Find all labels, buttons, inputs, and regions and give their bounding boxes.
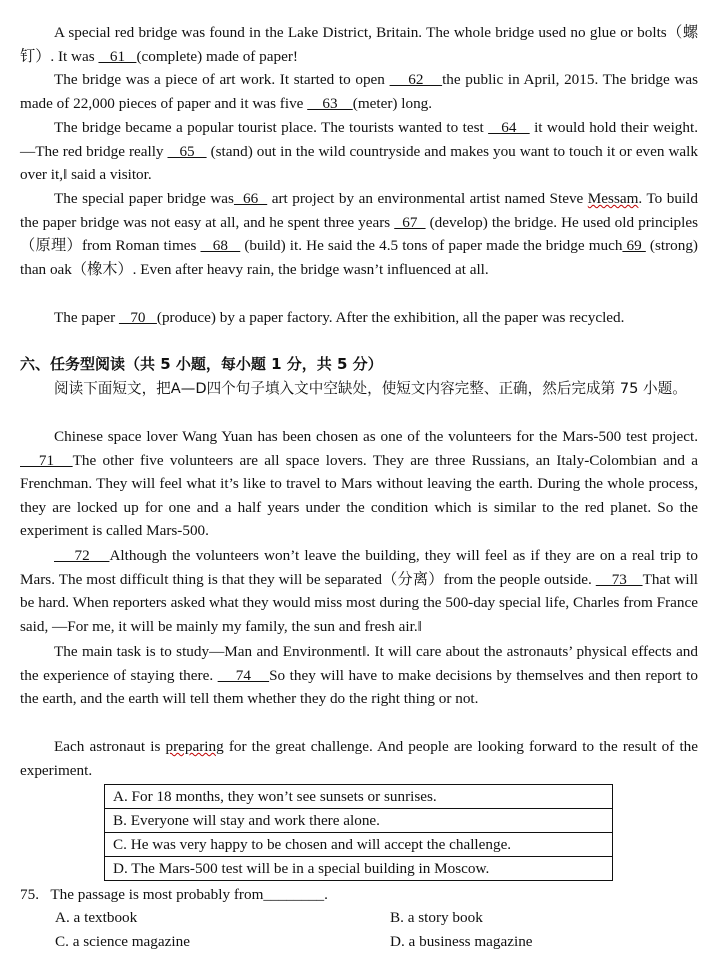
option-row bbox=[105, 785, 613, 809]
option-c: C. He was very happy to be chosen and will accept the challenge. bbox=[105, 833, 613, 857]
passage1-paragraph-5: The paper 70 (produce) by a paper factory. After the exhibition, all the paper was recycled. bbox=[54, 309, 625, 326]
passage1-paragraph-3: The bridge became a popular tourist place. The tourists wanted to test 64 it would hold their weight. —The red bridge really 65 (stand) out in the wild countryside and makes you want to touch it or even walk over it,‖ said a visitor. bbox=[20, 119, 699, 184]
blank-64[interactable]: 64 bbox=[488, 119, 530, 136]
passage2-paragraph-4: Each astronaut is preparing for the great challenge. And people are looking forward to the result of the experiment. bbox=[20, 738, 699, 779]
blank-71[interactable]: 71 bbox=[20, 451, 73, 469]
question-text: The passage is most probably from bbox=[50, 886, 264, 903]
passage2-paragraph-1: Chinese space lover Wang Yuan has been chosen as one of the volunteers for the Mars-500 test project. 71 The other five volunteers are all space lovers. They are three Russians, an Italy-Colombian and a Frenchman. They will feel what it’s like to travel to Mars without leaving the earth. During the whole process, they are locked up for one and a half years under the condition which is similar to the red planet. So the experiment is called Mars-500. bbox=[20, 428, 698, 540]
choice-d[interactable]: D. a business magazine bbox=[390, 933, 533, 950]
artist-name: Messam bbox=[587, 190, 639, 207]
instruction-text: 阅读下面短文，把A—D四个句子填入文中空缺处，使短文内容完整、正确，然后完成第 75 小题。 bbox=[54, 380, 687, 397]
blank-62[interactable]: 62 bbox=[389, 71, 443, 88]
choice-c[interactable]: C. a science magazine bbox=[55, 933, 190, 950]
blank-67[interactable]: 67 bbox=[394, 213, 426, 231]
passage1-paragraph-4: The special paper bridge was 66 art project by an environmental artist named Steve Messam. To build the paper bridge was not easy at all, and he spent three years 67 (develop) the bridge. He used old principles（原理）from Roman times 68 (build) it. He said the 4.5 tons of paper made the bridge much 69 (strong) than oak（橡木）. Even after heavy rain, the bridge wasn’t influenced at all. bbox=[20, 190, 699, 278]
choice-b[interactable]: B. a story book bbox=[390, 909, 483, 926]
blank-68[interactable]: 68 bbox=[200, 237, 241, 255]
blank-65[interactable]: 65 bbox=[167, 142, 207, 160]
option-a: A. For 18 months, they won’t see sunsets or sunrises. bbox=[105, 785, 613, 809]
passage1-paragraph-1: A special red bridge was found in the Lake District, Britain. The whole bridge used no glue or bolts（螺钉）. It was 61 (complete) made of paper! bbox=[20, 23, 698, 65]
option-row bbox=[105, 809, 613, 833]
question-75: 75. The passage is most probably from________. bbox=[20, 886, 328, 903]
question-number: 75. bbox=[20, 886, 39, 903]
preparing-word: preparing bbox=[165, 738, 224, 755]
option-row bbox=[105, 833, 613, 857]
section-heading: 六、任务型阅读（共 5 小题，每小题 1 分，共 5 分） bbox=[20, 355, 383, 373]
passage1-paragraph-2: The bridge was a piece of art work. It started to open 62 the public in April, 2015. The bridge was made of 22,000 pieces of paper and it was five 63 (meter) long. bbox=[20, 71, 699, 112]
blank-69[interactable]: 69 bbox=[622, 237, 646, 255]
blank-61[interactable]: 61 bbox=[98, 47, 137, 65]
question-blank[interactable]: ________ bbox=[263, 886, 325, 903]
blank-72[interactable]: 72 bbox=[54, 547, 110, 564]
options-table bbox=[104, 784, 613, 881]
option-b: B. Everyone will stay and work there alone. bbox=[105, 809, 613, 833]
blank-66[interactable]: 66 bbox=[233, 190, 268, 207]
option-d: D. The Mars-500 test will be in a special building in Moscow. bbox=[105, 857, 613, 881]
passage2-paragraph-2: 72 Although the volunteers won’t leave the building, they will feel as if they are on a real trip to Mars. The most difficult thing is that they will be separated（分离）from the people outside. 73 That will be hard. When reporters asked what they would miss most during the 500-day special life, Charles from France said, —For me, it will be mainly my family, the sun and fresh air.‖ bbox=[20, 547, 699, 635]
choice-a[interactable]: A. a textbook bbox=[55, 909, 138, 926]
blank-63[interactable]: 63 bbox=[307, 94, 353, 112]
passage2-paragraph-3: The main task is to study—Man and Environment‖. It will care about the astronauts’ physical effects and the experience of staying there. 74 So they will have to make decisions by themselves and then report to the earth, and the earth will tell them whether they do the right thing or not. bbox=[20, 643, 698, 708]
blank-70[interactable]: 70 bbox=[118, 309, 157, 326]
option-row bbox=[105, 857, 613, 881]
blank-74[interactable]: 74 bbox=[217, 666, 270, 684]
blank-73[interactable]: 73 bbox=[595, 570, 643, 588]
